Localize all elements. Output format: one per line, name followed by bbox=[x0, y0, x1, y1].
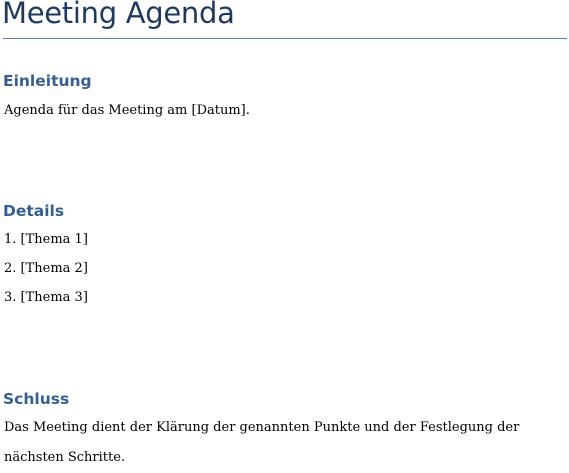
title-divider bbox=[3, 38, 567, 39]
intro-text: Agenda für das Meeting am [Datum]. bbox=[4, 103, 250, 118]
list-item: 3. [Thema 3] bbox=[4, 290, 88, 305]
section-heading-einleitung: Einleitung bbox=[3, 72, 92, 90]
section-heading-details: Details bbox=[3, 202, 65, 220]
document-title: Meeting Agenda bbox=[2, 0, 235, 30]
conclusion-text: Das Meeting dient der Klärung der genannten Punkte und der Festlegung der nächsten Schritte. bbox=[4, 420, 520, 465]
list-item: 2. [Thema 2] bbox=[4, 261, 88, 276]
list-item: 1. [Thema 1] bbox=[4, 232, 88, 247]
section-heading-schluss: Schluss bbox=[3, 390, 70, 408]
